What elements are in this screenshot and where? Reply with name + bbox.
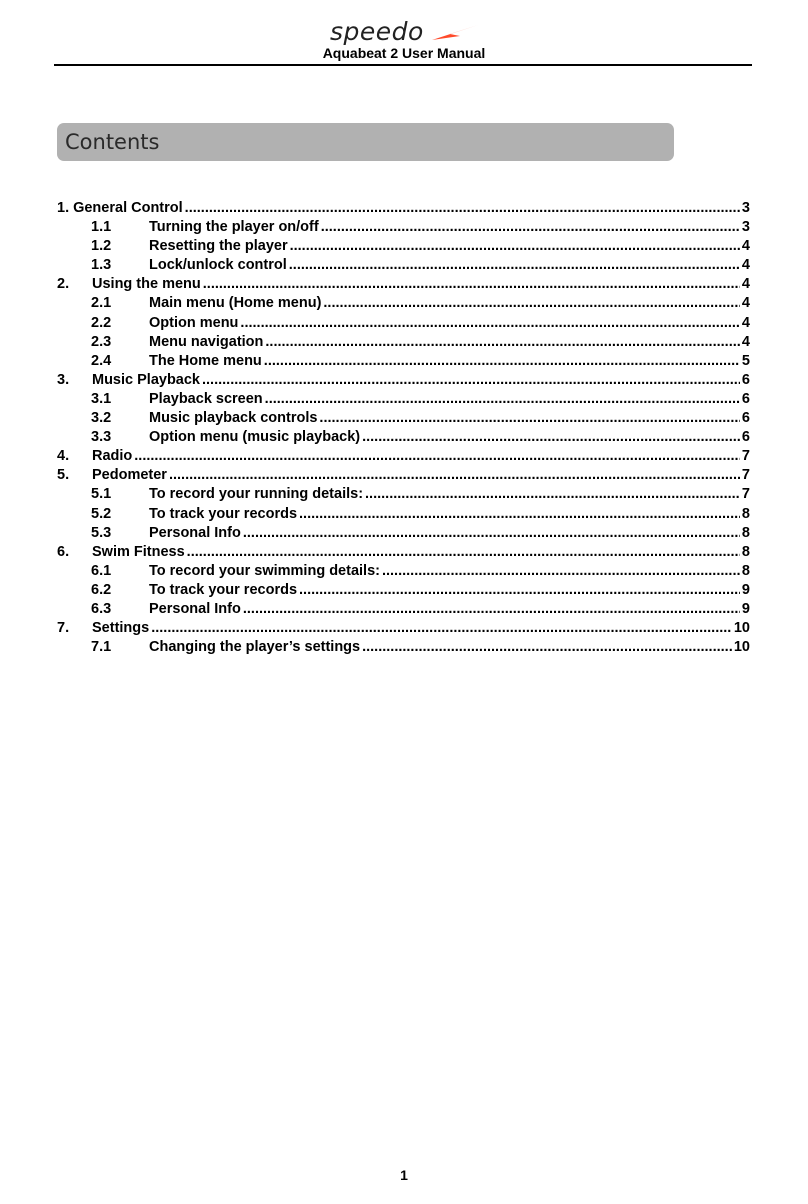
toc-entry-number: 6. bbox=[57, 543, 70, 560]
toc-entry-page: 6 bbox=[741, 371, 750, 388]
toc-entry-number: 1. bbox=[57, 200, 70, 216]
contents-heading-bar bbox=[57, 123, 674, 161]
toc-entry-title: Main menu (Home menu) bbox=[149, 295, 322, 312]
toc-dot-leader bbox=[365, 485, 740, 504]
toc-entry-page: 7 bbox=[741, 486, 750, 503]
toc-entry-page: 4 bbox=[741, 257, 750, 274]
toc-dot-leader bbox=[289, 256, 740, 275]
toc-entry-page: 8 bbox=[741, 505, 750, 522]
toc-entry-title: Resetting the player bbox=[149, 238, 288, 255]
toc-dot-leader bbox=[187, 543, 740, 562]
toc-entry-page: 10 bbox=[733, 620, 750, 637]
toc-entry-number: 2.3 bbox=[91, 333, 112, 350]
toc-dot-leader bbox=[265, 390, 740, 409]
toc-entry[interactable] bbox=[57, 409, 750, 428]
boomerang-icon bbox=[430, 22, 480, 42]
contents-heading: Contents bbox=[65, 130, 160, 154]
toc-entry[interactable] bbox=[57, 314, 750, 333]
toc-dot-leader bbox=[362, 428, 740, 447]
toc-entry-title: To track your records bbox=[149, 505, 298, 522]
toc-entry-title: Pedometer bbox=[92, 467, 167, 484]
toc-entry-page: 3 bbox=[741, 219, 750, 236]
toc-entry[interactable] bbox=[57, 256, 750, 275]
toc-dot-leader bbox=[243, 524, 740, 543]
toc-dot-leader bbox=[240, 314, 740, 333]
toc-entry[interactable] bbox=[57, 333, 750, 352]
toc-dot-leader bbox=[169, 466, 740, 485]
toc-entry-number: 5.3 bbox=[91, 524, 112, 541]
toc-entry[interactable] bbox=[57, 562, 750, 581]
toc-entry[interactable] bbox=[57, 371, 750, 390]
toc-entry-title: Music playback controls bbox=[149, 410, 318, 427]
toc-dot-leader bbox=[243, 600, 740, 619]
toc-entry-page: 7 bbox=[741, 467, 750, 484]
toc-entry-page: 6 bbox=[741, 429, 750, 446]
toc-entry[interactable] bbox=[57, 428, 750, 447]
page-number: 1 bbox=[400, 1167, 408, 1183]
toc-entry-title: Option menu (music playback) bbox=[149, 429, 361, 446]
toc-entry-title: Using the menu bbox=[92, 276, 201, 293]
toc-dot-leader bbox=[299, 581, 740, 600]
toc-entry-number: 3. bbox=[57, 371, 70, 388]
toc-entry-number: 7.1 bbox=[91, 639, 112, 656]
toc-entry-title: Menu navigation bbox=[149, 333, 264, 350]
toc-entry[interactable] bbox=[57, 505, 750, 524]
toc-dot-leader bbox=[321, 218, 740, 237]
toc-entry[interactable] bbox=[57, 581, 750, 600]
table-of-contents bbox=[57, 199, 750, 657]
toc-entry[interactable] bbox=[57, 524, 750, 543]
toc-dot-leader bbox=[362, 638, 732, 657]
toc-dot-leader bbox=[319, 409, 740, 428]
toc-entry-number: 3.3 bbox=[91, 429, 112, 446]
toc-entry[interactable] bbox=[57, 600, 750, 619]
toc-entry-number: 5.2 bbox=[91, 505, 112, 522]
toc-entry-number: 6.2 bbox=[91, 581, 112, 598]
toc-dot-leader bbox=[382, 562, 740, 581]
toc-entry-page: 8 bbox=[741, 543, 750, 560]
toc-entry-number: 7. bbox=[57, 620, 70, 637]
toc-entry-number: 2.4 bbox=[91, 352, 112, 369]
toc-entry-page: 4 bbox=[741, 295, 750, 312]
toc-entry[interactable] bbox=[57, 543, 750, 562]
toc-entry[interactable] bbox=[57, 447, 750, 466]
toc-entry[interactable] bbox=[57, 294, 750, 313]
toc-entry-page: 4 bbox=[741, 314, 750, 331]
toc-entry[interactable] bbox=[57, 485, 750, 504]
toc-entry-page: 10 bbox=[733, 639, 750, 656]
toc-dot-leader bbox=[264, 352, 740, 371]
toc-entry[interactable] bbox=[57, 638, 750, 657]
toc-entry-title: Music Playback bbox=[92, 371, 200, 388]
toc-entry-title: Changing the player’s settings bbox=[149, 639, 361, 656]
toc-entry-title: Settings bbox=[92, 620, 150, 637]
toc-entry-title: Personal Info bbox=[149, 524, 241, 541]
toc-entry-number: 1.1 bbox=[91, 219, 112, 236]
toc-dot-leader bbox=[151, 619, 732, 638]
toc-entry-number: 3.2 bbox=[91, 410, 112, 427]
toc-entry[interactable] bbox=[57, 390, 750, 409]
toc-entry-title: Lock/unlock control bbox=[149, 257, 287, 274]
toc-entry-page: 7 bbox=[741, 448, 750, 465]
toc-entry-number: 4. bbox=[57, 448, 70, 465]
toc-entry-page: 4 bbox=[741, 276, 750, 293]
toc-entry-title: Playback screen bbox=[149, 390, 263, 407]
toc-entry-title: Personal Info bbox=[149, 600, 241, 617]
toc-entry-number: 2. bbox=[57, 276, 70, 293]
toc-entry-number: 6.3 bbox=[91, 600, 112, 617]
toc-dot-leader bbox=[323, 294, 740, 313]
toc-dot-leader bbox=[202, 371, 740, 390]
toc-entry-title: Swim Fitness bbox=[92, 543, 185, 560]
toc-entry-number: 5.1 bbox=[91, 486, 112, 503]
toc-entry[interactable] bbox=[57, 275, 750, 294]
toc-entry-page: 9 bbox=[741, 600, 750, 617]
toc-dot-leader bbox=[185, 199, 740, 218]
toc-entry-title: General Control bbox=[73, 200, 183, 216]
toc-entry-page: 6 bbox=[741, 390, 750, 407]
toc-entry-number: 2.2 bbox=[91, 314, 112, 331]
toc-entry-page: 3 bbox=[741, 200, 750, 216]
speedo-logo bbox=[330, 18, 480, 48]
toc-entry-page: 4 bbox=[741, 238, 750, 255]
toc-entry[interactable] bbox=[57, 352, 750, 371]
toc-entry-page: 4 bbox=[741, 333, 750, 350]
toc-entry-number: 2.1 bbox=[91, 295, 112, 312]
toc-entry-title: To record your swimming details: bbox=[149, 562, 380, 579]
toc-dot-leader bbox=[134, 447, 740, 466]
toc-entry-title: Option menu bbox=[149, 314, 239, 331]
header-divider bbox=[54, 64, 752, 66]
toc-entry-title: The Home menu bbox=[149, 352, 262, 369]
toc-entry-number: 6.1 bbox=[91, 562, 112, 579]
toc-entry-title: Radio bbox=[92, 448, 133, 465]
toc-entry[interactable] bbox=[57, 199, 750, 218]
toc-entry-title: To track your records bbox=[149, 581, 298, 598]
toc-entry-number: 1.3 bbox=[91, 257, 112, 274]
toc-entry[interactable] bbox=[57, 466, 750, 485]
toc-entry-number: 5. bbox=[57, 467, 70, 484]
toc-entry[interactable] bbox=[57, 619, 750, 638]
toc-entry-title: To record your running details: bbox=[149, 486, 364, 503]
toc-entry[interactable] bbox=[57, 218, 750, 237]
toc-entry-page: 8 bbox=[741, 524, 750, 541]
toc-entry-page: 8 bbox=[741, 562, 750, 579]
toc-entry[interactable] bbox=[57, 237, 750, 256]
brand-wordmark: speedo bbox=[330, 17, 424, 46]
manual-title: Aquabeat 2 User Manual bbox=[322, 45, 486, 61]
toc-dot-leader bbox=[299, 505, 740, 524]
toc-entry-number: 1.2 bbox=[91, 238, 112, 255]
toc-entry-page: 9 bbox=[741, 581, 750, 598]
toc-entry-number: 3.1 bbox=[91, 390, 112, 407]
toc-dot-leader bbox=[290, 237, 740, 256]
toc-entry-page: 6 bbox=[741, 410, 750, 427]
toc-entry-title: Turning the player on/off bbox=[149, 219, 319, 236]
toc-dot-leader bbox=[203, 275, 740, 294]
toc-dot-leader bbox=[265, 333, 740, 352]
toc-entry-page: 5 bbox=[741, 352, 750, 369]
